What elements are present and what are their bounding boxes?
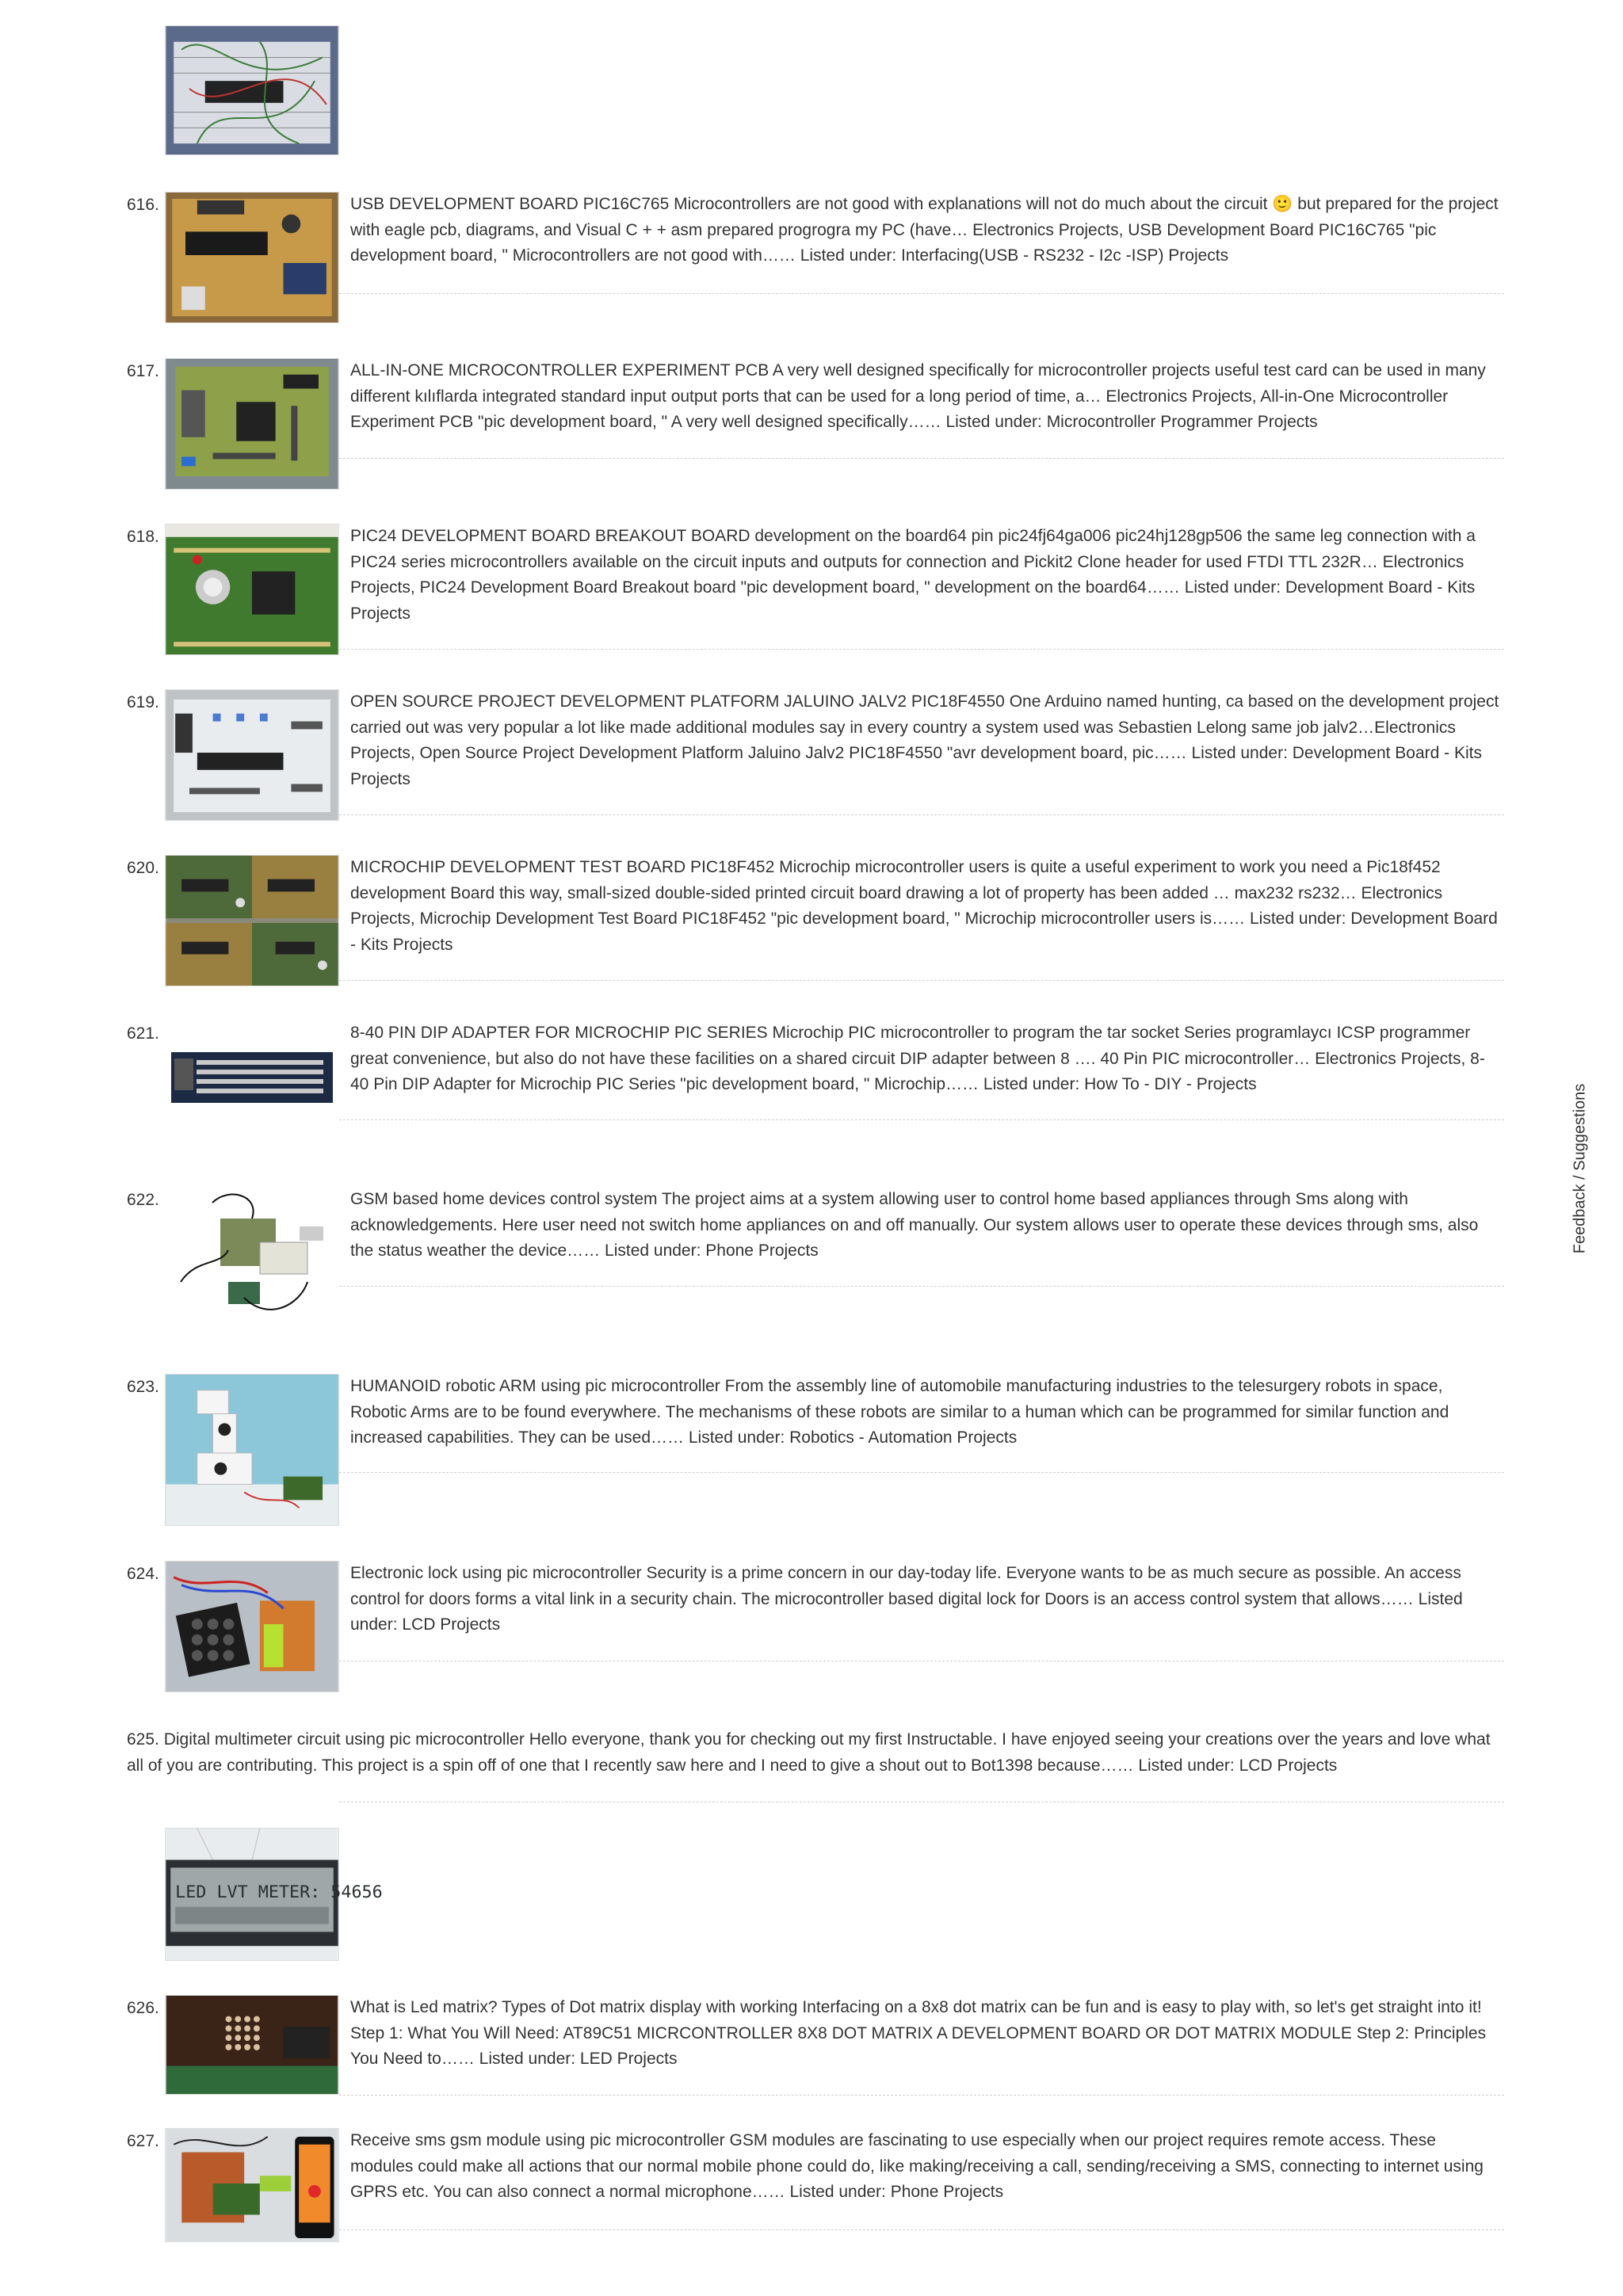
item-title-link[interactable]: 8-40 PIN DIP ADAPTER FOR MICROCHIP PIC SERIES [350,1024,768,1042]
item-title-link[interactable]: What is Led matrix? Types of Dot matrix display with working [350,1998,798,2016]
lcd-meter-icon [166,1829,383,1960]
pcb-board-icon [166,359,338,489]
item-category[interactable]: Listed under: LCD Projects [350,1589,1463,1634]
divider [339,293,1504,294]
lcd-readout: LED LVT METER: 54656 [175,1882,383,1902]
item-category[interactable]: Listed under: LCD Projects [1138,1756,1338,1775]
pcb-board-icon [166,193,338,322]
list-item [127,1995,1506,2106]
item-number: 626. [127,1999,159,2017]
feedback-tab-label: Feedback / Suggestions [1571,1083,1589,1254]
breadboard-circuit-icon [166,26,338,154]
item-excerpt: GSM modules are fascinating to use especially when our project requires remote access. These modules could make all actions that our normal mobile phone could do, like making/receiving a call, sending/receiving a SMS, connecting to internet using GPRS etc. You can also connect a normal microphone…… [350,2131,1484,2201]
divider [339,1286,1504,1287]
item-excerpt: Microchip microcontroller users is quite a useful experiment to work you need a Pic18f452 development Board this way, small-sized double-sided printed circuit board drawing a lot of property has been added … max232 rs232… Electronics Projects, Microchip Development Test Board PIC18F452 "pic development board, " Microchip microcontroller users is…… [350,858,1443,928]
divider [339,458,1504,459]
item-thumbnail[interactable] [165,1828,383,1961]
list-item [127,1727,1506,1965]
item-category[interactable]: Listed under: Development Board - Kits Projects [350,744,1483,788]
item-number: 621. [127,1024,159,1043]
dip-adapter-icon [165,1020,339,1116]
item-excerpt: From the assembly line of automobile manufacturing industries to the telesurgery robots in space, Robotic Arms are to be found everywhere. The mechanisms of these robots are similar to a human which can be programmed for similar function and increased capabilities. They can be used…… [350,1377,1449,1447]
item-thumbnail[interactable] [165,2128,339,2242]
item-number: 624. [127,1565,159,1583]
item-category[interactable]: Listed under: Interfacing(USB - RS232 - I2c -ISP) Projects [800,246,1229,265]
item-number: 617. [127,362,159,380]
item-title-link[interactable]: GSM based home devices control system [350,1190,658,1208]
item-excerpt: Hello everyone, thank you for checking out my first Instructable. I have enjoyed seeing your creations over the years and love what all of you are contributing. This project is a spin off of one that I recently saw here and I need to give a shout out to Bot1398 because…… [127,1730,1491,1775]
item-excerpt: development on the board64 pin pic24fj64ga006 pic24hj128gp506 the same leg connection with a PIC24 series microcontrollers available on the circuit inputs and outputs for connection and Pickit2 Clone header for used FTDI TTL 232R… Electronics Projects, PIC24 Development Board Breakout board "pic development board, " development on the board64…… [350,527,1476,597]
item-category[interactable]: Listed under: Development Board - Kits Projects [350,578,1476,623]
item-thumbnail[interactable] [165,1020,339,1116]
divider [339,1119,1504,1120]
item-number: 618. [127,528,159,546]
item-title-link[interactable]: MICROCHIP DEVELOPMENT TEST BOARD PIC18F452 [350,858,775,876]
item-number: 623. [127,1378,159,1396]
divider [339,2229,1504,2230]
item-text [350,1187,1503,1264]
item-text [350,855,1503,958]
item-text [127,1727,1506,1779]
item-category[interactable]: Listed under: Phone Projects [789,2183,1004,2201]
item-category[interactable]: Listed under: Robotics - Automation Projects [688,1428,1018,1447]
item-thumbnail[interactable] [165,855,339,986]
item-category[interactable]: Listed under: Phone Projects [605,1241,819,1260]
item-title-link[interactable]: PIC24 DEVELOPMENT BOARD BREAKOUT BOARD [350,527,750,545]
item-text [350,524,1503,627]
list-item [127,689,1506,824]
item-excerpt: Microchip PIC microcontroller to program the tar socket Series programlaycı ICSP programmer great convenience, but also do not have these facilities on a shared circuit DIP adapter between 8 …. 40 Pin PIC microcontroller… Electronics Projects, 8-40 Pin DIP Adapter for Microchip PIC Series "pic development board, " Microchip…… [350,1024,1485,1093]
item-text [350,2128,1503,2206]
item-excerpt: The project aims at a system allowing user to control home based appliances through Sms along with acknowledgements. Here user need not switch home appliances on and off manually. Our system allows user to operate these devices through sms, also the status weather the device…… [350,1190,1479,1260]
item-number: 627. [127,2132,159,2150]
list-item [127,1374,1506,1532]
gsm-phone-icon [166,2129,338,2241]
item-category[interactable]: Listed under: LED Projects [479,2050,678,2068]
pcb-board-icon [166,856,338,986]
item-thumbnail[interactable] [165,689,339,821]
list-item [127,358,1506,493]
pcb-board-icon [166,690,338,820]
breadboard-photo[interactable] [165,25,339,155]
item-thumbnail[interactable] [165,358,339,490]
item-excerpt: Microcontrollers are not good with explanations will not do much about the circuit 🙂 but prepared for the project with eagle pcb, diagrams, and Visual C + + asm prepared progrogra my PC (have… Electronics Projects, USB Development Board PIC16C765 "pic development board, " Microcontrollers are not good with…… [350,195,1499,265]
item-text [350,1374,1503,1451]
item-category[interactable]: Listed under: How To - DIY - Projects [983,1075,1257,1093]
item-excerpt: A very well designed specifically for microcontroller projects useful test card can be used in many different kılıflarda integrated standard input output ports that can be used for a long period of time, a… Electronics Projects, All-in-One Microcontroller Experiment PCB "pic development board, " A very well designed specifically…… [350,361,1486,431]
item-text [350,192,1503,269]
item-thumbnail[interactable] [165,1561,339,1692]
list-item [127,1561,1506,1695]
list-item [127,1020,1506,1155]
item-number: 625. [127,1730,159,1749]
divider [339,1472,1504,1473]
divider [339,980,1504,981]
item-thumbnail[interactable] [165,524,339,655]
item-text [350,1561,1503,1638]
list-item [127,2128,1506,2247]
gsm-circuit-icon [165,1187,339,1322]
item-title-link[interactable]: Digital multimeter circuit using pic microcontroller [163,1730,525,1749]
feedback-tab[interactable] [1568,1077,1593,1260]
item-excerpt: One Arduino named hunting, ca based on the development project carried out was very popular a lot like made additional modules say in every country a system used was Sebastien Lelong same job jalv2…Electronics Projects, Open Source Project Development Platform Jaluino Jalv2 PIC18F4550 "avr development board, pic…… [350,692,1499,762]
item-number: 620. [127,859,159,877]
item-thumbnail[interactable] [165,192,339,323]
item-excerpt: Interfacing on a 8x8 dot matrix can be fun and is easy to play with, so let's get straight into it! Step 1: What You Will Need: AT89C51 MICRCONTROLLER 8X8 DOT MATRIX A DEVELOPMENT BOARD OR DOT MATRIX MODULE Step 2: Principles You Need to…… [350,1998,1487,2068]
robotic-arm-icon [166,1375,338,1525]
list-item [127,524,1506,658]
item-title-link[interactable]: ALL-IN-ONE MICROCONTROLLER EXPERIMENT PCB [350,361,769,379]
item-category[interactable]: Listed under: Development Board - Kits Projects [350,910,1498,954]
item-text [350,358,1503,436]
list-item [127,1187,1506,1322]
list-item [127,192,1506,326]
item-number: 622. [127,1191,159,1209]
item-title-link[interactable]: USB DEVELOPMENT BOARD PIC16C765 [350,195,670,213]
dot-matrix-icon [166,1996,338,2094]
keypad-lock-icon [166,1562,338,1691]
item-text [350,1020,1503,1098]
divider [339,649,1504,650]
item-thumbnail[interactable] [165,1374,339,1526]
item-category[interactable]: Listed under: Microcontroller Programmer Projects [945,413,1318,431]
item-title-link[interactable]: Electronic lock using pic microcontroller [350,1564,642,1582]
item-thumbnail[interactable] [165,1187,339,1322]
list-item [127,855,1506,990]
divider [339,2095,1504,2096]
item-title-link[interactable]: OPEN SOURCE PROJECT DEVELOPMENT PLATFORM JALUINO JALV2 PIC18F4550 [350,692,1005,711]
item-number: 619. [127,693,159,711]
item-number: 616. [127,196,159,214]
item-title-link[interactable]: HUMANOID robotic ARM using pic microcontroller [350,1377,720,1395]
item-thumbnail[interactable] [165,1995,339,2095]
item-text [350,689,1503,792]
item-title-link[interactable]: Receive sms gsm module using pic microcontroller [350,2131,725,2149]
item-excerpt: Security is a prime concern in our day-today life. Everyone wants to be as much secure as possible. An access control for doors forms a vital link in a security chain. The microcontroller based digital lock for Doors is an access control system that allows…… [350,1564,1461,1608]
pcb-board-icon [166,524,338,654]
item-text [350,1995,1503,2073]
divider [339,814,1504,815]
